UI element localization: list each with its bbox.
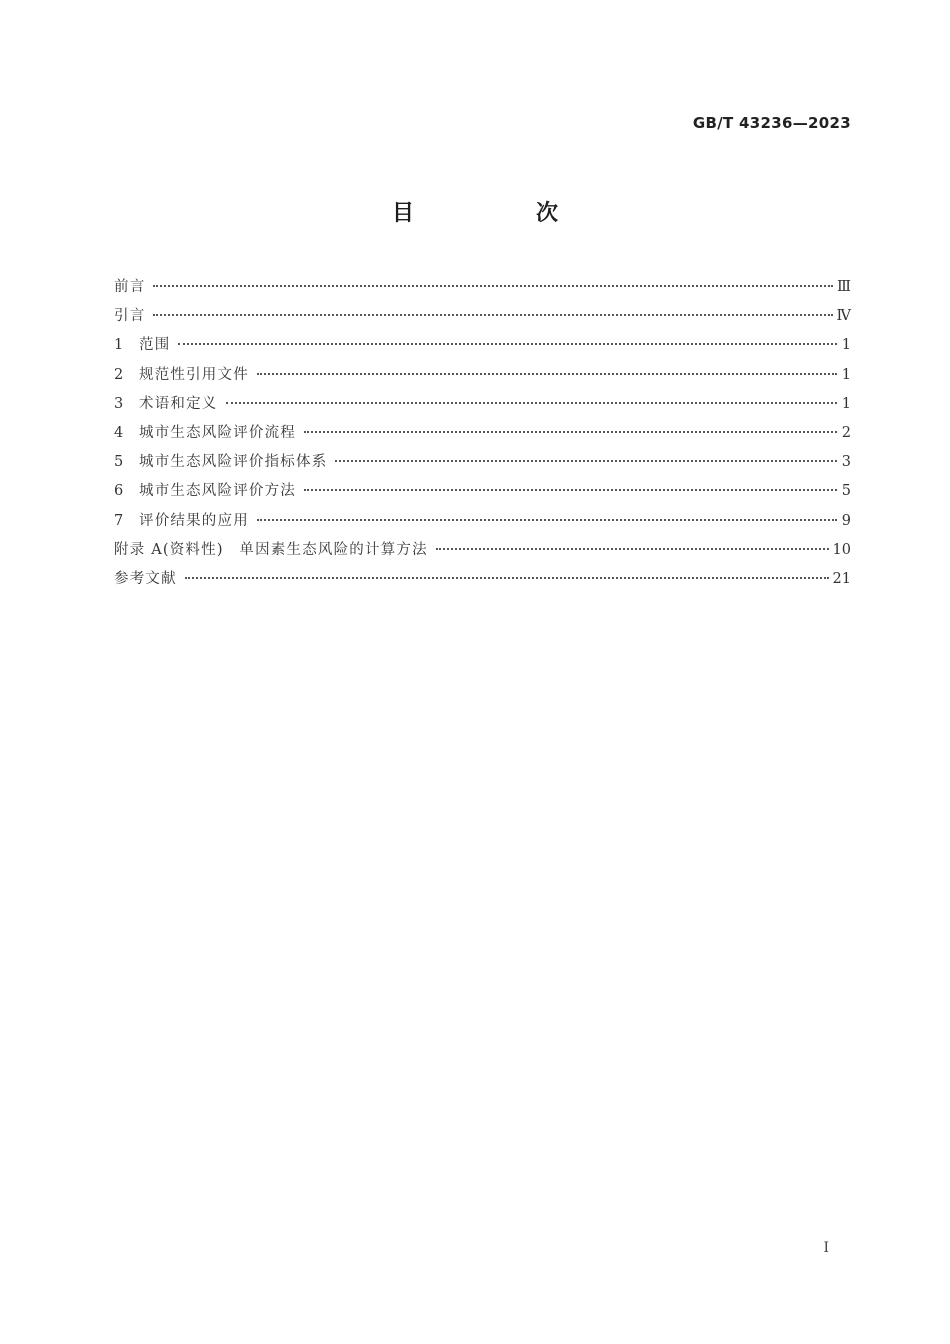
- toc-entry-label: 前言: [114, 279, 146, 295]
- toc-entry-label: 术语和定义: [139, 395, 218, 412]
- toc-dot-leader: [226, 402, 838, 404]
- toc-entry-number: 4: [114, 424, 124, 441]
- toc-entry-page: Ⅲ: [837, 279, 851, 295]
- toc-entry-number: 7: [114, 512, 124, 529]
- toc-entry-number: 3: [114, 395, 124, 412]
- toc-entry-bibliography[interactable]: [114, 567, 851, 596]
- toc-entry-page: 1: [841, 395, 851, 412]
- toc-entry-label: 城市生态风险评价流程: [139, 424, 296, 441]
- toc-entry-label: 城市生态风险评价指标体系: [139, 454, 328, 471]
- toc-dot-leader: [153, 285, 833, 287]
- toc-entry-page: 1: [841, 366, 851, 383]
- toc-dot-leader: [185, 577, 829, 579]
- toc-entry-label: 范围: [139, 337, 171, 354]
- toc-dot-leader: [304, 431, 837, 433]
- toc-entry-indicator-system[interactable]: [114, 450, 851, 479]
- toc-entry-assessment-process[interactable]: [114, 421, 851, 450]
- toc-dot-leader: [335, 460, 837, 462]
- toc-entry-page: 5: [841, 483, 851, 500]
- toc-entry-page: 21: [832, 570, 851, 587]
- toc-entry-number: 1: [114, 337, 124, 354]
- toc-entry-number: 5: [114, 454, 124, 471]
- toc-entry-appendix-a[interactable]: [114, 538, 851, 567]
- toc-entry-label: 城市生态风险评价方法: [139, 483, 296, 500]
- standard-code: GB/T 43236—2023: [692, 114, 851, 132]
- toc-entry-label: 附录 A(资料性) 单因素生态风险的计算方法: [114, 541, 428, 558]
- toc-dot-leader: [178, 343, 837, 345]
- toc-dot-leader: [153, 314, 832, 316]
- toc-entry-result-application[interactable]: [114, 509, 851, 538]
- toc-entry-page: 3: [841, 454, 851, 471]
- toc-entry-introduction[interactable]: [114, 304, 851, 333]
- toc-entry-page: 1: [841, 337, 851, 354]
- toc-entry-label: 评价结果的应用: [139, 512, 249, 529]
- page-title: 目 次: [391, 201, 608, 226]
- toc-entry-page: 2: [841, 424, 851, 441]
- toc-entry-number: 2: [114, 366, 124, 383]
- toc-entry-label: 参考文献: [114, 570, 177, 587]
- toc-entry-normative-references[interactable]: [114, 363, 851, 392]
- toc-entry-page: Ⅳ: [836, 308, 851, 325]
- toc-entry-page: 9: [841, 512, 851, 529]
- toc-entry-label: 规范性引用文件: [139, 366, 249, 383]
- toc-entry-foreword[interactable]: [114, 275, 851, 304]
- table-of-contents: [114, 275, 851, 596]
- page-number: I: [823, 1240, 829, 1256]
- toc-entry-terms-definitions[interactable]: [114, 392, 851, 421]
- toc-dot-leader: [257, 519, 837, 521]
- toc-dot-leader: [257, 373, 837, 375]
- toc-dot-leader: [436, 548, 829, 550]
- toc-entry-assessment-method[interactable]: [114, 479, 851, 508]
- toc-entry-number: 6: [114, 483, 124, 500]
- toc-entry-label: 引言: [114, 308, 146, 325]
- toc-entry-scope[interactable]: [114, 333, 851, 362]
- toc-entry-page: 10: [832, 541, 851, 558]
- toc-dot-leader: [304, 489, 837, 491]
